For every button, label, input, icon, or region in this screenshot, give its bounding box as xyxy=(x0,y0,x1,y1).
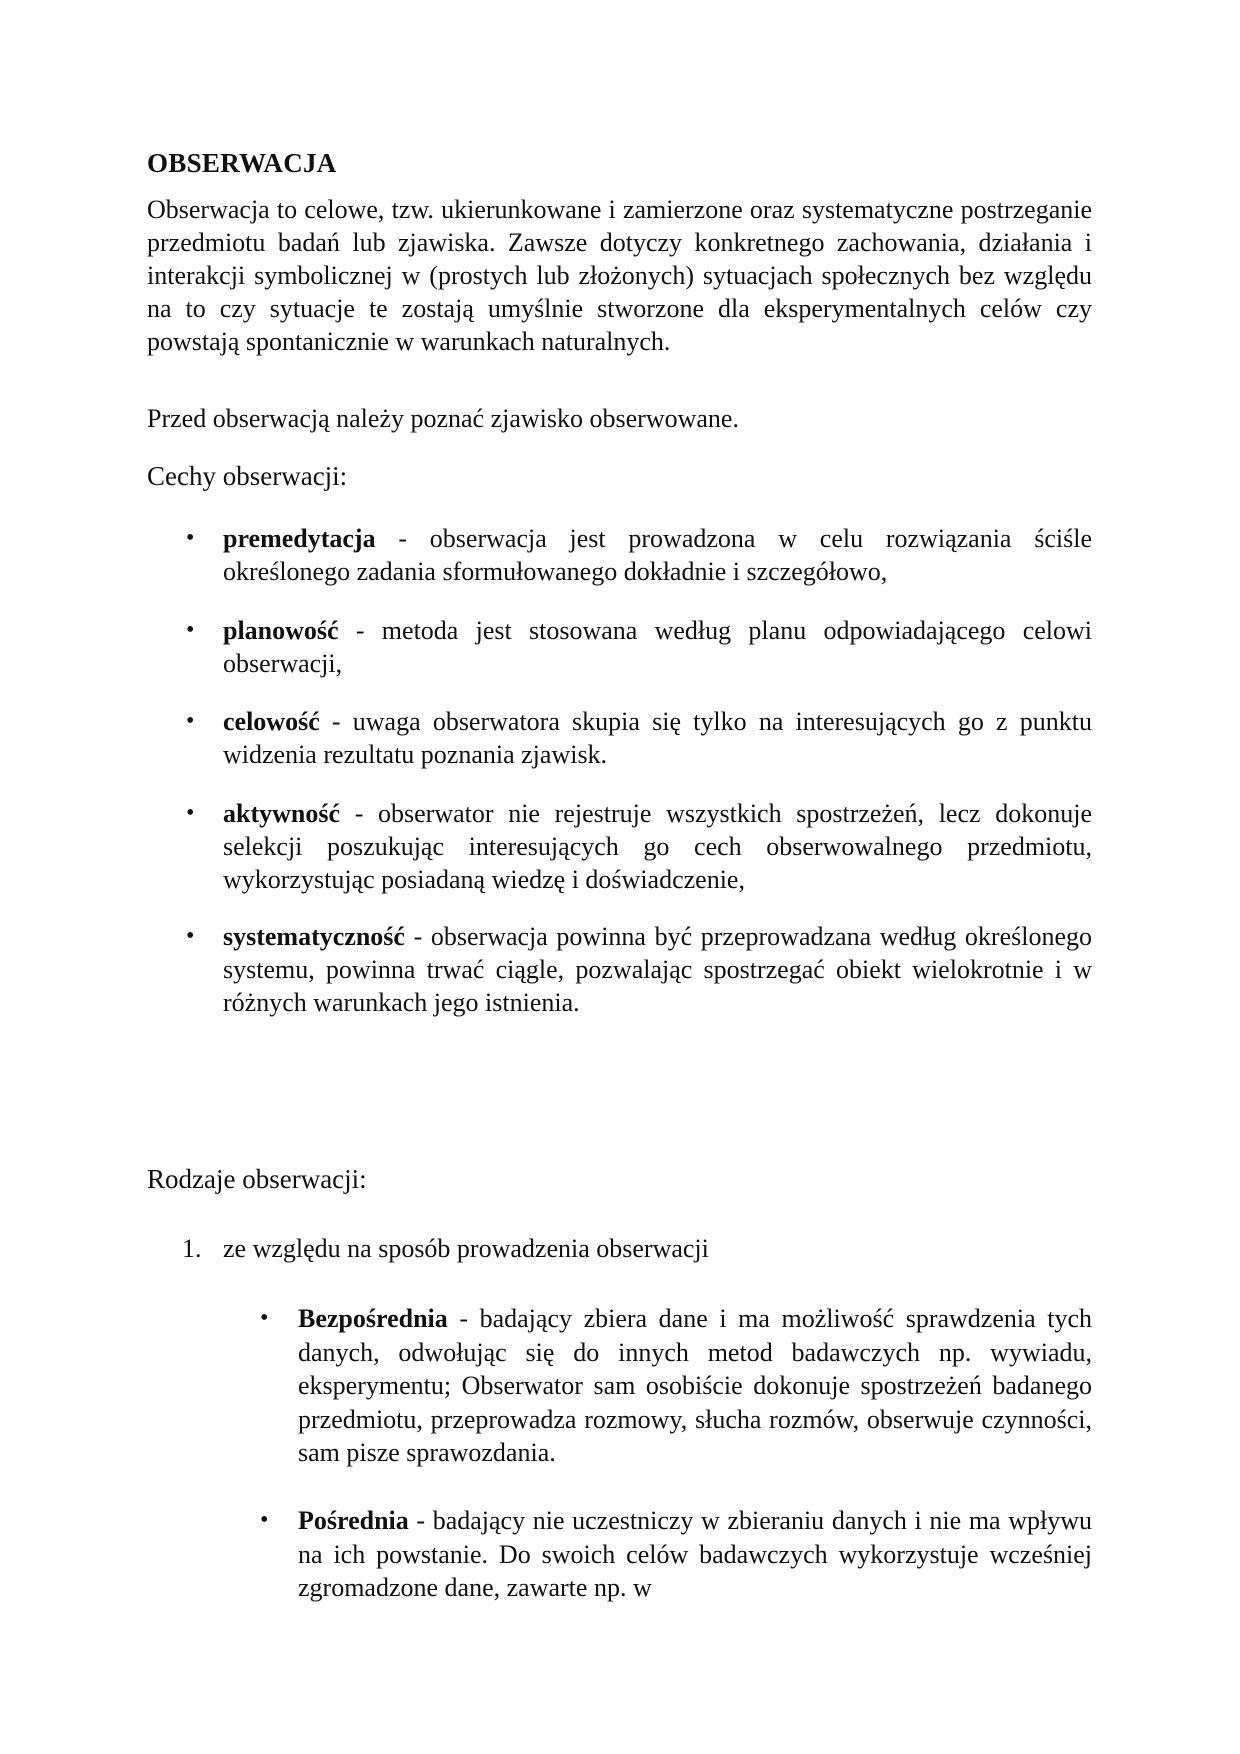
subtype-term: Bezpośrednia xyxy=(298,1304,448,1333)
list-number: 1. xyxy=(182,1234,202,1263)
bullet-icon: • xyxy=(186,923,195,949)
list-item-text xyxy=(298,1302,1092,1470)
feature-term: premedytacja xyxy=(223,524,376,553)
bullet-icon: • xyxy=(260,1305,269,1331)
bullet-icon: • xyxy=(186,617,195,643)
intro-paragraph: Obserwacja to celowe, tzw. ukierunkowane i zamierzone oraz systematyczne postrzeganie przedmiotu badań lub zjawiska. Zawsze dotyczy konkretnego zachowania, działania i interakcji symbolicznej w (prostych lub złożonych) sytuacjach społecznych bez względu na to czy sytuacje te zostają umyślnie stworzone dla eksperymentalnych celów czy powstają spontanicznie w warunkach naturalnych. xyxy=(147,195,1092,356)
subtype-description: - badający nie uczestniczy w zbieraniu danych i nie ma wpływu na ich powstanie. Do swoich celów badawczych wykorzystuje wcześniej zgromadzone dane, zawarte np. w xyxy=(298,1506,1092,1602)
feature-description: - metoda jest stosowana według planu odpowiadającego celowi obserwacji, xyxy=(223,616,1092,678)
bullet-icon: • xyxy=(186,525,195,551)
feature-description: - obserwator nie rejestruje wszystkich spostrzeżeń, lecz dokonuje selekcji poszukując interesujących go cech obserwowalnego przedmiotu, wykorzystując posiadaną wiedzę i doświadczenie, xyxy=(223,799,1092,894)
bullet-icon: • xyxy=(260,1507,269,1533)
features-heading: Cechy obserwacji: xyxy=(147,461,348,491)
page-title: OBSERWACJA xyxy=(147,148,337,178)
subtype-description: - badający zbiera dane i ma możliwość sprawdzenia tych danych, odwołując się do innych metod badawczych np. wywiadu, eksperymentu; Obserwator sam osobiście dokonuje spostrzeżeń badanego przedmiotu, przeprowadza rozmowy, słucha rozmów, obserwuje czynności, sam pisze sprawozdania. xyxy=(298,1304,1092,1467)
feature-term: systematyczność xyxy=(223,922,405,951)
feature-description: - uwaga obserwatora skupia się tylko na interesujących go z punktu widzenia rezultatu poznania zjawisk. xyxy=(223,707,1092,769)
feature-term: aktywność xyxy=(223,799,341,828)
bullet-icon: • xyxy=(186,800,195,826)
preparation-paragraph: Przed obserwacją należy poznać zjawisko obserwowane. xyxy=(147,404,739,433)
bullet-icon: • xyxy=(186,708,195,734)
feature-description: - obserwacja jest prowadzona w celu rozwiązania ściśle określonego zadania sformułowanego dokładnie i szczegółowo, xyxy=(223,524,1092,586)
list-item-text xyxy=(223,705,1092,771)
list-item-text xyxy=(298,1504,1092,1605)
list-item-text: ze względu na sposób prowadzenia obserwacji xyxy=(223,1234,709,1263)
subtype-term: Pośrednia xyxy=(298,1506,409,1535)
feature-term: planowość xyxy=(223,616,339,645)
list-item-text xyxy=(223,797,1092,896)
list-item-text xyxy=(223,920,1092,1019)
feature-description: - obserwacja powinna być przeprowadzana według określonego systemu, powinna trwać ciągle, pozwalając spostrzegać obiekt wielokrotnie i w różnych warunkach jego istnienia. xyxy=(223,922,1092,1017)
list-item-text xyxy=(223,614,1092,680)
feature-term: celowość xyxy=(223,707,320,736)
types-heading: Rodzaje obserwacji: xyxy=(147,1164,367,1194)
list-item-text xyxy=(223,522,1092,588)
